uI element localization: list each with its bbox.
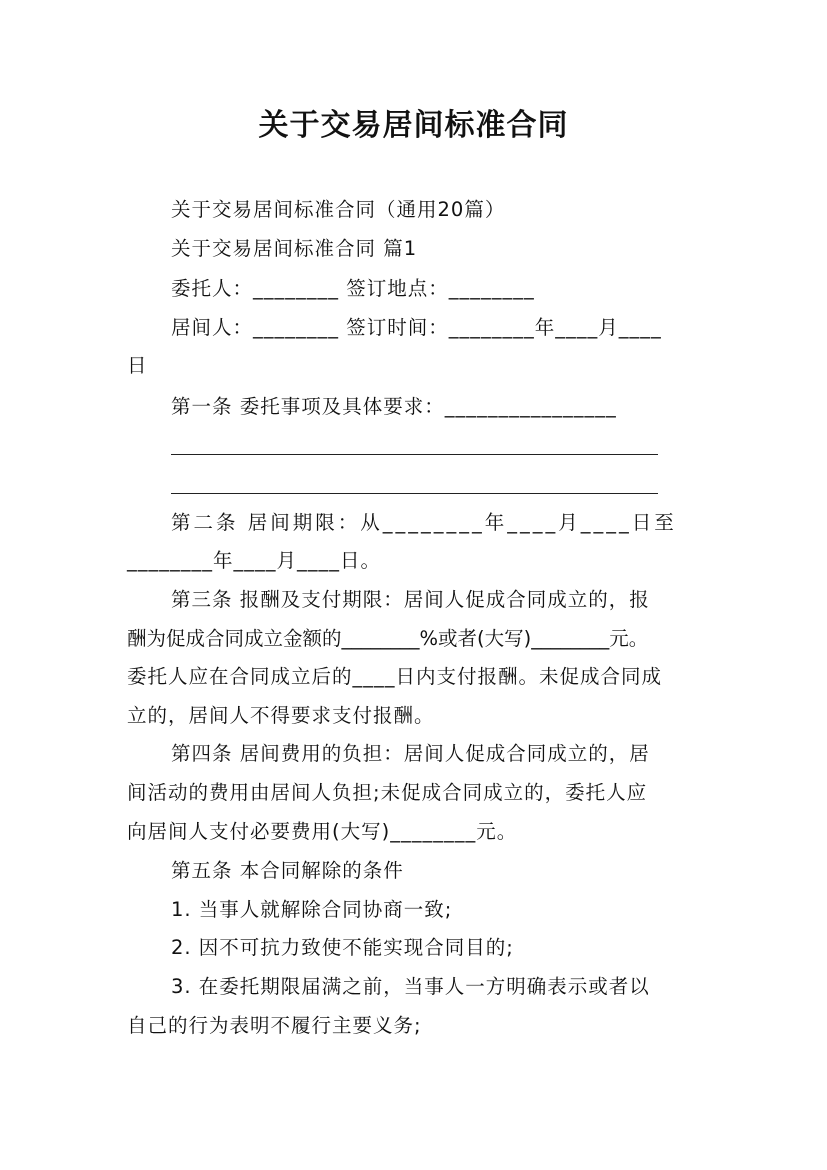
doc-line-clause-5-item-3-cont: 自己的行为表明不履行主要义务; <box>127 1014 422 1037</box>
doc-line-clause-4-cont-2: 向居间人支付必要费用(大写)________元。 <box>127 820 518 843</box>
doc-line-clause-1: 第一条 委托事项及具体要求：________________ <box>171 395 617 418</box>
doc-line-clause-2-cont: ________年____月____日。 <box>127 549 382 572</box>
doc-line-clause-5-item-2: 2. 因不可抗力致使不能实现合同目的; <box>171 936 514 959</box>
doc-line-clause-4: 第四条 居间费用的负担：居间人促成合同成立的，居 <box>171 742 650 765</box>
doc-line-article-label: 关于交易居间标准合同 篇1 <box>171 237 418 260</box>
doc-line-day: 日 <box>127 354 148 377</box>
doc-line-clause-3-cont-2: 委托人应在合同成立后的____日内支付报酬。未促成合同成 <box>127 665 663 688</box>
doc-line-clause-5-item-1: 1. 当事人就解除合同协商一致; <box>171 898 453 921</box>
doc-line-clause-5-item-3: 3. 在委托期限届满之前，当事人一方明确表示或者以 <box>171 975 650 998</box>
doc-line-clause-3-cont-3: 立的，居间人不得要求支付报酬。 <box>127 704 435 727</box>
document-title: 关于交易居间标准合同 <box>258 108 569 143</box>
doc-line-intermediary: 居间人：________ 签订时间：________年____月____ <box>171 316 662 339</box>
doc-line-principal: 委托人：________ 签订地点：________ <box>171 277 535 300</box>
blank-fill-line <box>171 454 658 455</box>
doc-line-clause-5: 第五条 本合同解除的条件 <box>171 859 404 882</box>
doc-line-clause-2: 第二条 居间期限：从________年____月____日至 <box>171 511 677 534</box>
blank-fill-line <box>171 493 658 494</box>
doc-line-clause-3-cont-1: 酬为促成合同成立金额的________%或者(大写)________元。 <box>127 627 649 650</box>
doc-line-clause-3: 第三条 报酬及支付期限：居间人促成合同成立的，报 <box>171 588 650 611</box>
doc-line-subtitle: 关于交易居间标准合同（通用20篇） <box>171 198 506 221</box>
doc-line-clause-4-cont-1: 间活动的费用由居间人负担;未促成合同成立的，委托人应 <box>127 781 648 804</box>
